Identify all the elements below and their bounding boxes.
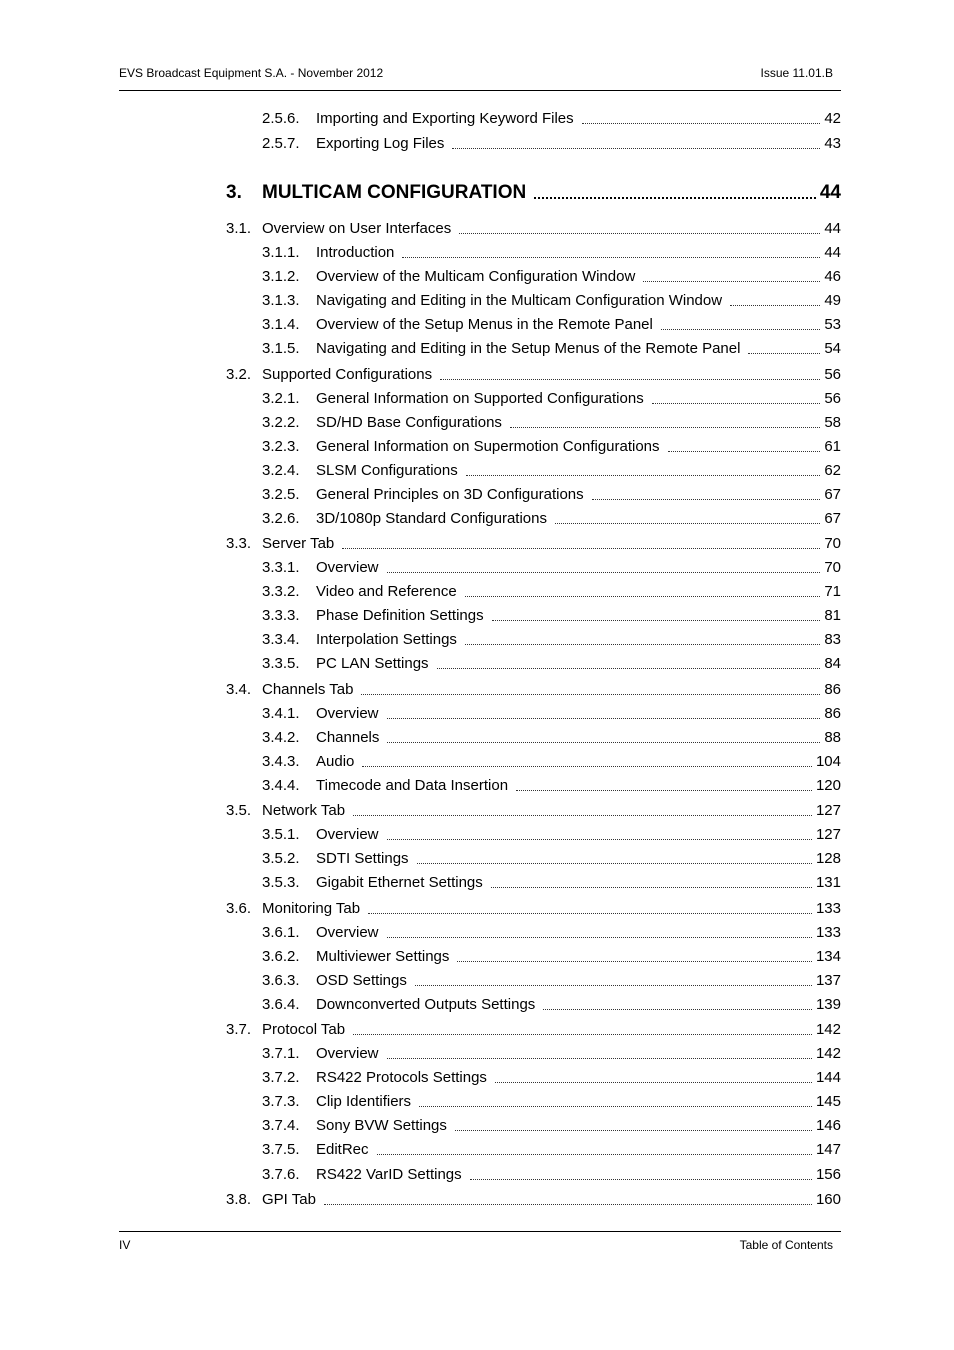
toc-dot-leader xyxy=(661,329,820,330)
toc-entry-number: 3.1.3. xyxy=(262,292,300,309)
toc-entry-number: 3. xyxy=(226,182,242,203)
toc-entry[interactable] xyxy=(226,364,841,384)
toc-entry-page: 104 xyxy=(815,753,841,770)
toc-entry[interactable] xyxy=(262,266,841,286)
toc-dot-leader xyxy=(457,961,812,962)
toc-entry-page: 127 xyxy=(815,826,841,843)
toc-dot-leader xyxy=(516,790,812,791)
toc-entry-page: 131 xyxy=(815,874,841,891)
toc-entry-number: 3.6. xyxy=(226,900,252,917)
toc-dot-leader xyxy=(510,427,820,428)
footer-rule xyxy=(119,1231,841,1232)
toc-entry-page: 156 xyxy=(815,1166,841,1183)
toc-entry-number: 3.6.1. xyxy=(262,924,300,941)
toc-dot-leader xyxy=(361,694,820,695)
toc-entry-number: 3.2.1. xyxy=(262,390,300,407)
toc-entry-title: Monitoring Tab xyxy=(262,900,361,917)
toc-entry-page: 139 xyxy=(815,996,841,1013)
toc-entry-title: General Information on Supported Configurations xyxy=(316,390,644,407)
toc-entry[interactable] xyxy=(262,290,841,310)
toc-entry-page: 127 xyxy=(815,802,841,819)
toc-entry[interactable] xyxy=(226,533,841,553)
toc-dot-leader xyxy=(668,451,821,452)
toc-entry[interactable] xyxy=(226,800,841,820)
toc-entry-title: Introduction xyxy=(316,244,395,261)
toc-entry-number: 3.1. xyxy=(226,220,252,237)
toc-dot-leader xyxy=(377,1154,812,1155)
toc-entry[interactable] xyxy=(262,848,841,868)
toc-entry[interactable] xyxy=(226,898,841,918)
toc-entry-page: 42 xyxy=(824,110,841,127)
toc-entry-page: 88 xyxy=(824,729,841,746)
toc-entry-number: 3.4.1. xyxy=(262,705,300,722)
toc-entry[interactable] xyxy=(262,1091,841,1111)
toc-dot-leader xyxy=(582,123,821,124)
toc-entry[interactable] xyxy=(262,388,841,408)
toc-entry-page: 133 xyxy=(815,924,841,941)
toc-entry-page: 86 xyxy=(824,705,841,722)
toc-dot-leader xyxy=(465,596,821,597)
toc-entry[interactable] xyxy=(262,557,841,577)
toc-entry-page: 43 xyxy=(824,135,841,152)
toc-dot-leader xyxy=(470,1179,812,1180)
toc-entry-page: 134 xyxy=(815,948,841,965)
toc-dot-leader xyxy=(466,475,821,476)
toc-dot-leader xyxy=(495,1082,812,1083)
toc-entry-number: 3.2.3. xyxy=(262,438,300,455)
toc-dot-leader xyxy=(387,1058,812,1059)
toc-entry[interactable] xyxy=(262,1164,841,1184)
toc-entry-page: 86 xyxy=(824,681,841,698)
toc-entry-page: 61 xyxy=(824,438,841,455)
toc-entry[interactable] xyxy=(226,679,841,699)
toc-entry-page: 71 xyxy=(824,583,841,600)
toc-entry[interactable] xyxy=(262,727,841,747)
toc-dot-leader xyxy=(402,257,820,258)
toc-dot-leader xyxy=(417,863,812,864)
footer-page-number: IV xyxy=(119,1238,131,1252)
toc-entry-number: 3.3. xyxy=(226,535,252,552)
toc-entry-number: 3.7.3. xyxy=(262,1093,300,1110)
toc-entry-title: Video and Reference xyxy=(316,583,457,600)
toc-entry-number: 3.7. xyxy=(226,1021,252,1038)
toc-entry[interactable] xyxy=(262,484,841,504)
toc-entry-title: PC LAN Settings xyxy=(316,655,429,672)
toc-entry-number: 3.1.1. xyxy=(262,244,300,261)
toc-entry-number: 3.2.6. xyxy=(262,510,300,527)
toc-entry-title: Phase Definition Settings xyxy=(316,607,484,624)
toc-entry-number: 3.7.4. xyxy=(262,1117,300,1134)
toc-entry-title: Sony BVW Settings xyxy=(316,1117,447,1134)
toc-entry-page: 160 xyxy=(815,1191,841,1208)
toc-entry-title: Overview xyxy=(316,1045,379,1062)
toc-entry-number: 2.5.6. xyxy=(262,110,300,127)
toc-entry-number: 3.4.2. xyxy=(262,729,300,746)
toc-entry-number: 3.6.2. xyxy=(262,948,300,965)
toc-entry[interactable] xyxy=(262,970,841,990)
toc-entry-page: 62 xyxy=(824,462,841,479)
toc-dot-leader xyxy=(491,887,812,888)
toc-entry[interactable] xyxy=(262,242,841,262)
toc-entry-page: 44 xyxy=(824,244,841,261)
toc-dot-leader xyxy=(652,403,821,404)
toc-entry-page: 137 xyxy=(815,972,841,989)
toc-entry-title: 3D/1080p Standard Configurations xyxy=(316,510,547,527)
toc-dot-leader xyxy=(555,523,820,524)
toc-dot-leader xyxy=(387,742,820,743)
toc-entry-title: Downconverted Outputs Settings xyxy=(316,996,536,1013)
toc-dot-leader xyxy=(415,985,812,986)
toc-entry-page: 83 xyxy=(824,631,841,648)
toc-entry-title: Gigabit Ethernet Settings xyxy=(316,874,483,891)
toc-entry-number: 3.6.4. xyxy=(262,996,300,1013)
toc-entry-number: 3.5. xyxy=(226,802,252,819)
toc-entry-page: 84 xyxy=(824,655,841,672)
header-issue: Issue 11.01.B xyxy=(760,66,833,80)
toc-entry[interactable] xyxy=(262,653,841,673)
toc-dot-leader xyxy=(730,305,820,306)
toc-entry-title: Overview xyxy=(316,826,379,843)
toc-dot-leader xyxy=(353,1034,812,1035)
toc-entry-page: 49 xyxy=(824,292,841,309)
toc-entry-title: GPI Tab xyxy=(262,1191,316,1208)
toc-entry-title: SLSM Configurations xyxy=(316,462,458,479)
toc-dot-leader xyxy=(465,644,820,645)
toc-entry-title: Timecode and Data Insertion xyxy=(316,777,509,794)
toc-entry-number: 3.3.5. xyxy=(262,655,300,672)
toc-entry-title: Multiviewer Settings xyxy=(316,948,450,965)
toc-entry-title: RS422 Protocols Settings xyxy=(316,1069,487,1086)
toc-entry-number: 3.2.5. xyxy=(262,486,300,503)
toc-entry-page: 145 xyxy=(815,1093,841,1110)
toc-entry-page: 54 xyxy=(824,340,841,357)
toc-entry[interactable] xyxy=(262,581,841,601)
toc-entry[interactable] xyxy=(262,108,841,128)
toc-entry-title: Supported Configurations xyxy=(262,366,433,383)
toc-dot-leader xyxy=(387,572,821,573)
toc-entry-number: 2.5.7. xyxy=(262,135,300,152)
toc-entry-title: Audio xyxy=(316,753,355,770)
toc-entry-page: 146 xyxy=(815,1117,841,1134)
toc-dot-leader xyxy=(452,148,820,149)
toc-entry-page: 67 xyxy=(824,510,841,527)
toc-entry-title: MULTICAM CONFIGURATION xyxy=(262,182,527,203)
toc-entry-number: 3.7.2. xyxy=(262,1069,300,1086)
toc-entry-number: 3.7.6. xyxy=(262,1166,300,1183)
toc-entry[interactable] xyxy=(262,1139,841,1159)
toc-entry-title: Channels xyxy=(316,729,380,746)
toc-entry-page: 120 xyxy=(815,777,841,794)
toc-entry-number: 3.5.3. xyxy=(262,874,300,891)
toc-entry[interactable] xyxy=(262,629,841,649)
toc-dot-leader xyxy=(534,197,816,199)
toc-entry-page: 67 xyxy=(824,486,841,503)
toc-dot-leader xyxy=(748,353,820,354)
toc-entry-number: 3.8. xyxy=(226,1191,252,1208)
toc-entry[interactable] xyxy=(262,508,841,528)
toc-entry[interactable] xyxy=(262,412,841,432)
toc-dot-leader xyxy=(324,1204,812,1205)
toc-entry-title: Navigating and Editing in the Multicam Configuration Window xyxy=(316,292,723,309)
toc-entry[interactable] xyxy=(226,1189,841,1209)
toc-entry-title: Exporting Log Files xyxy=(316,135,445,152)
toc-entry-number: 3.7.1. xyxy=(262,1045,300,1062)
toc-entry-page: 70 xyxy=(824,535,841,552)
toc-entry-title: Overview on User Interfaces xyxy=(262,220,452,237)
toc-entry-page: 44 xyxy=(824,220,841,237)
toc-entry-title: Overview xyxy=(316,924,379,941)
toc-entry[interactable] xyxy=(262,605,841,625)
toc-entry-title: Channels Tab xyxy=(262,681,354,698)
toc-entry[interactable] xyxy=(262,133,841,153)
toc-entry-number: 3.5.2. xyxy=(262,850,300,867)
page-footer xyxy=(119,1238,833,1254)
toc-dot-leader xyxy=(643,281,820,282)
toc-dot-leader xyxy=(455,1130,812,1131)
toc-entry-page: 147 xyxy=(815,1141,841,1158)
toc-entry-title: Server Tab xyxy=(262,535,335,552)
toc-dot-leader xyxy=(492,620,821,621)
header-publisher: EVS Broadcast Equipment S.A. - November 2012 xyxy=(119,66,384,80)
toc-entry-page: 142 xyxy=(815,1021,841,1038)
toc-entry-title: EditRec xyxy=(316,1141,369,1158)
toc-dot-leader xyxy=(437,668,821,669)
toc-entry[interactable] xyxy=(262,946,841,966)
toc-entry-number: 3.2.2. xyxy=(262,414,300,431)
toc-entry-title: SD/HD Base Configurations xyxy=(316,414,502,431)
toc-entry[interactable] xyxy=(262,775,841,795)
toc-entry-number: 3.3.3. xyxy=(262,607,300,624)
toc-entry-page: 128 xyxy=(815,850,841,867)
toc-entry-page: 81 xyxy=(824,607,841,624)
toc-entry-number: 3.4.4. xyxy=(262,777,300,794)
toc-entry-number: 3.3.2. xyxy=(262,583,300,600)
toc-entry-page: 46 xyxy=(824,268,841,285)
toc-entry-title: Overview of the Setup Menus in the Remote Panel xyxy=(316,316,653,333)
toc-entry-title: Overview of the Multicam Configuration Window xyxy=(316,268,636,285)
toc-entry-page: 58 xyxy=(824,414,841,431)
toc-entry[interactable] xyxy=(262,824,841,844)
toc-entry-number: 3.3.1. xyxy=(262,559,300,576)
toc-dot-leader xyxy=(440,379,820,380)
toc-entry[interactable] xyxy=(226,218,841,238)
toc-entry[interactable] xyxy=(262,1115,841,1135)
toc-entry[interactable] xyxy=(262,338,841,358)
toc-entry-number: 3.3.4. xyxy=(262,631,300,648)
toc-dot-leader xyxy=(387,718,821,719)
toc-entry-title: Importing and Exporting Keyword Files xyxy=(316,110,574,127)
toc-dot-leader xyxy=(387,839,812,840)
toc-entry-number: 3.5.1. xyxy=(262,826,300,843)
toc-dot-leader xyxy=(368,913,812,914)
toc-entry-title: Overview xyxy=(316,705,379,722)
toc-entry[interactable] xyxy=(226,180,841,204)
toc-entry[interactable] xyxy=(262,314,841,334)
toc-entry-title: RS422 VarID Settings xyxy=(316,1166,462,1183)
toc-dot-leader xyxy=(342,548,820,549)
footer-section-title: Table of Contents xyxy=(739,1238,833,1252)
toc-entry-page: 133 xyxy=(815,900,841,917)
toc-dot-leader xyxy=(592,499,821,500)
toc-entry[interactable] xyxy=(226,1019,841,1039)
toc-dot-leader xyxy=(353,815,812,816)
toc-entry-number: 3.4. xyxy=(226,681,252,698)
toc-dot-leader xyxy=(459,233,820,234)
toc-entry-page: 142 xyxy=(815,1045,841,1062)
toc-dot-leader xyxy=(543,1009,812,1010)
toc-entry-page: 44 xyxy=(819,182,841,203)
toc-entry[interactable] xyxy=(262,1043,841,1063)
toc-entry-title: General Information on Supermotion Configurations xyxy=(316,438,660,455)
toc-entry-title: Protocol Tab xyxy=(262,1021,346,1038)
toc-entry-title: Overview xyxy=(316,559,379,576)
toc-entry-number: 3.2. xyxy=(226,366,252,383)
toc-entry-number: 3.6.3. xyxy=(262,972,300,989)
toc-dot-leader xyxy=(419,1106,812,1107)
toc-entry[interactable] xyxy=(262,460,841,480)
toc-entry-number: 3.4.3. xyxy=(262,753,300,770)
toc-dot-leader xyxy=(387,937,812,938)
toc-entry[interactable] xyxy=(262,436,841,456)
toc-entry-title: Navigating and Editing in the Setup Menus of the Remote Panel xyxy=(316,340,741,357)
toc-entry-number: 3.1.4. xyxy=(262,316,300,333)
toc-entry-number: 3.7.5. xyxy=(262,1141,300,1158)
toc-entry-page: 56 xyxy=(824,366,841,383)
toc-entry[interactable] xyxy=(262,922,841,942)
toc-entry-page: 53 xyxy=(824,316,841,333)
toc-dot-leader xyxy=(362,766,812,767)
toc-entry-title: Interpolation Settings xyxy=(316,631,457,648)
toc-entry-number: 3.1.2. xyxy=(262,268,300,285)
toc-entry-page: 56 xyxy=(824,390,841,407)
toc-entry[interactable] xyxy=(262,994,841,1014)
toc-entry[interactable] xyxy=(262,703,841,723)
toc-entry[interactable] xyxy=(262,872,841,892)
toc-entry-title: Network Tab xyxy=(262,802,346,819)
toc-entry[interactable] xyxy=(262,751,841,771)
toc-entry-page: 70 xyxy=(824,559,841,576)
toc-entry-title: SDTI Settings xyxy=(316,850,409,867)
toc-entry-title: Clip Identifiers xyxy=(316,1093,412,1110)
toc-entry-title: General Principles on 3D Configurations xyxy=(316,486,584,503)
toc-entry-title: OSD Settings xyxy=(316,972,407,989)
toc-entry-number: 3.1.5. xyxy=(262,340,300,357)
toc-entry-page: 144 xyxy=(815,1069,841,1086)
toc-entry[interactable] xyxy=(262,1067,841,1087)
toc-entry-number: 3.2.4. xyxy=(262,462,300,479)
